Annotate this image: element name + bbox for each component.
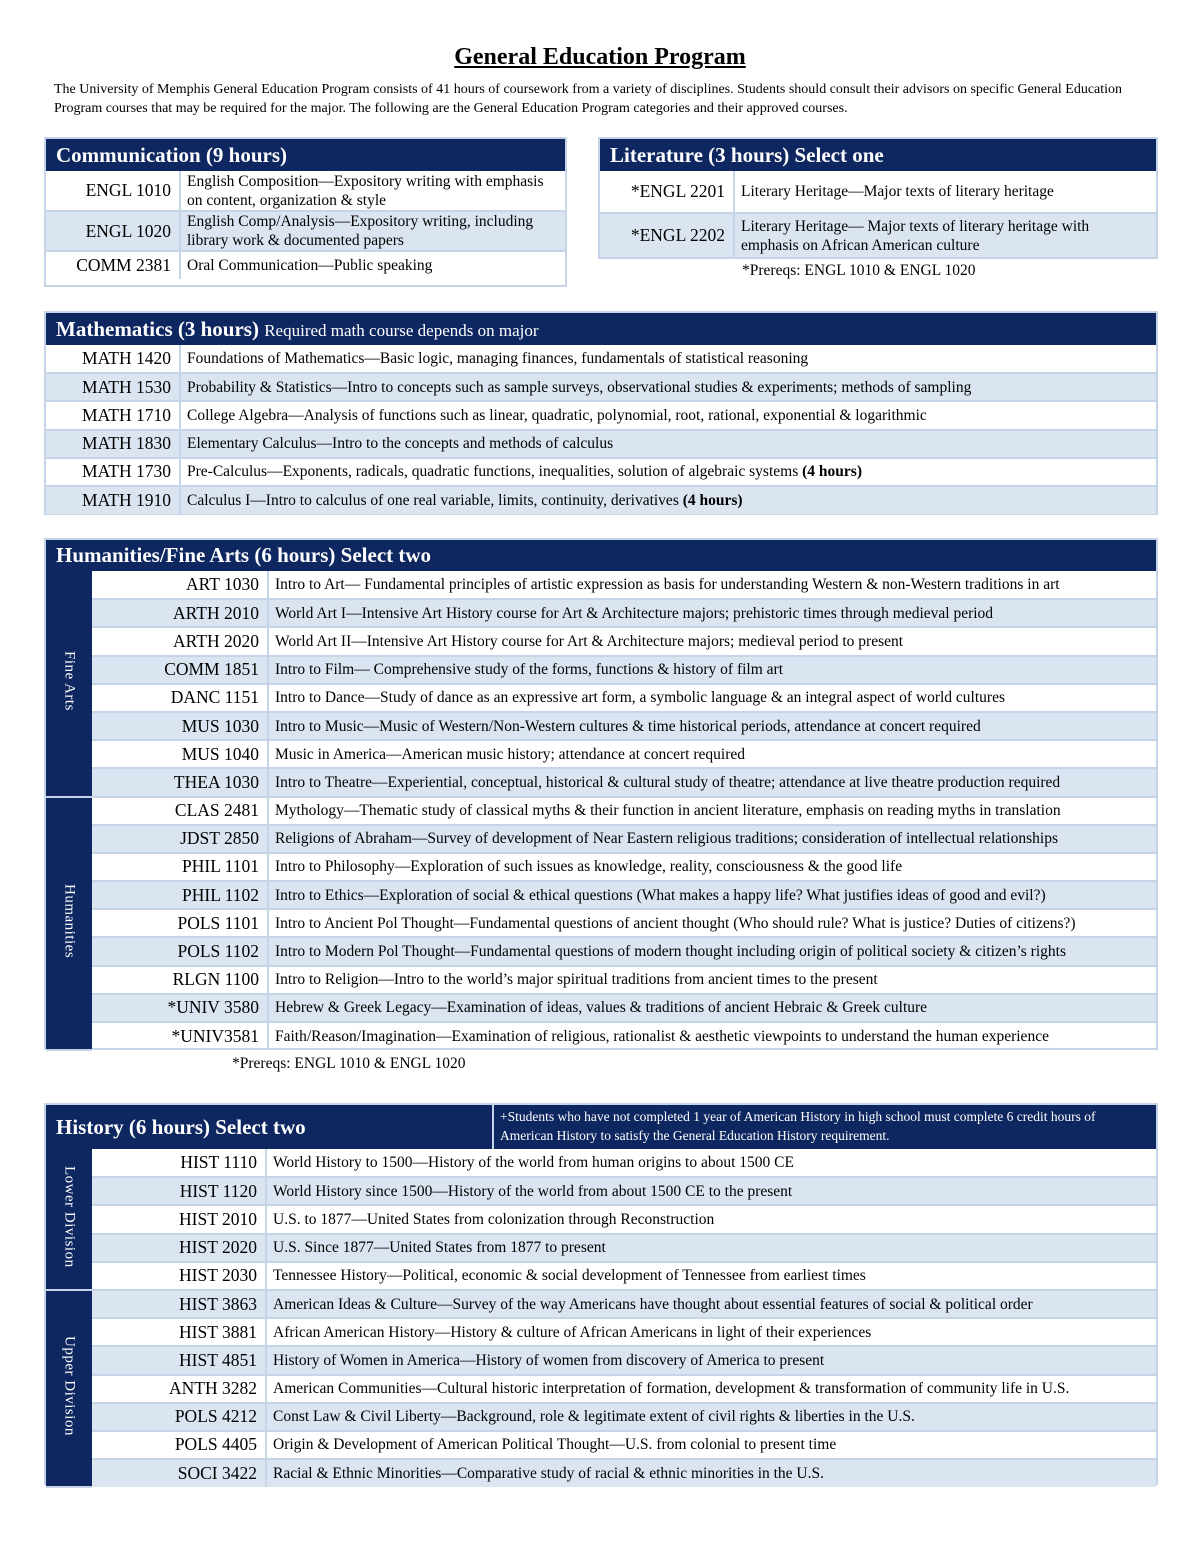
course-description <box>268 909 1156 937</box>
course-description <box>268 627 1156 655</box>
table-row <box>46 1375 1156 1403</box>
course-code: POLS 4212 <box>92 1403 266 1431</box>
mathematics-header-subtitle: Required math course depends on major <box>264 321 539 340</box>
course-description <box>180 373 1156 401</box>
page-title: General Education Program <box>454 44 746 70</box>
course-description-text: U.S. to 1877—United States from colonization through Reconstruction <box>273 1210 715 1228</box>
course-code: *UNIV3581 <box>92 1022 268 1050</box>
course-description <box>180 458 1156 486</box>
course-description-text: Intro to Film— Comprehensive study of the forms, functions & history of film art <box>275 661 783 679</box>
course-description-text: Pre-Calculus—Exponents, radicals, quadratic functions, inequalities, solution of algebraic systems <box>187 463 803 481</box>
course-code: MATH 1530 <box>46 373 180 401</box>
history-header-row <box>46 1105 1156 1149</box>
course-code: PHIL 1101 <box>92 853 268 881</box>
course-description <box>268 966 1156 994</box>
table-row <box>46 712 1156 740</box>
course-description <box>268 571 1156 599</box>
table-row <box>46 825 1156 853</box>
course-code: MATH 1710 <box>46 401 180 429</box>
course-description-text: Intro to Art— Fundamental principles of artistic expression as basis for understanding Western & non-Western traditions in art <box>275 576 1060 594</box>
course-description <box>268 599 1156 627</box>
course-description-text: College Algebra—Analysis of functions such as linear, quadratic, polynomial, root, rational, exponential & logarithmic <box>187 406 927 424</box>
literature-header: Literature (3 hours) Select one <box>600 139 1156 171</box>
course-description <box>180 211 565 251</box>
course-description-text: Literary Heritage—Major texts of literary heritage <box>741 183 1054 200</box>
course-description-text: Origin & Development of American Political Thought—U.S. from colonial to present time <box>273 1436 837 1454</box>
course-description-text: Intro to Modern Pol Thought—Fundamental questions of modern thought including origin of political society & citizen’s rights <box>275 943 1066 961</box>
literature-table <box>600 171 1156 257</box>
course-description <box>734 171 1156 213</box>
table-row <box>600 171 1156 213</box>
table-row <box>46 1205 1156 1233</box>
course-description <box>266 1205 1156 1233</box>
credit-hours-note: (4 hours) <box>802 463 862 481</box>
table-row <box>46 740 1156 768</box>
course-description-text: Intro to Dance—Study of dance as an expressive art form, a symbolic language & an integral aspect of world cultures <box>275 689 1005 707</box>
course-description <box>268 1022 1156 1050</box>
course-code: POLS 4405 <box>92 1431 266 1459</box>
course-description-text: American Ideas & Culture—Survey of the way Americans have thought about essential features of social & political order <box>273 1295 1033 1313</box>
group-label-text: Fine Arts <box>61 650 78 711</box>
course-code: MUS 1040 <box>92 740 268 768</box>
course-description <box>268 994 1156 1022</box>
course-code: POLS 1102 <box>92 937 268 965</box>
course-description-text: Intro to Ancient Pol Thought—Fundamental questions of ancient thought (Who should rule? What is justice? Duties of citizens?) <box>275 914 1076 932</box>
history-section <box>44 1103 1158 1485</box>
course-description <box>734 213 1156 257</box>
course-description <box>180 401 1156 429</box>
course-code: MATH 1730 <box>46 458 180 486</box>
course-code: MUS 1030 <box>92 712 268 740</box>
table-row <box>46 1346 1156 1374</box>
course-code: HIST 2030 <box>92 1262 266 1290</box>
course-description <box>180 486 1156 514</box>
table-row <box>46 797 1156 825</box>
table-row <box>46 627 1156 655</box>
course-description-text: History of Women in America—History of women from discovery of America to present <box>273 1351 825 1369</box>
course-description-text: World Art II—Intensive Art History course for Art & Architecture majors; medieval period to present <box>275 632 904 650</box>
table-row <box>46 1318 1156 1346</box>
group-label <box>46 1149 92 1290</box>
table-row <box>46 571 1156 599</box>
group-label-text: Upper Division <box>61 1336 78 1437</box>
literature-section <box>598 137 1158 259</box>
course-code: THEA 1030 <box>92 768 268 796</box>
course-code: ARTH 2010 <box>92 599 268 627</box>
course-code: MATH 1910 <box>46 486 180 514</box>
course-description-text: Literary Heritage— Major texts of literary heritage with emphasis on African American culture <box>741 217 1090 254</box>
course-description-text: Intro to Theatre—Experiential, conceptual, historical & cultural study of theatre; attendance at live theatre production required <box>275 773 1061 791</box>
humanities-header: Humanities/Fine Arts (6 hours) Select two <box>46 540 1156 571</box>
course-code: MATH 1830 <box>46 430 180 458</box>
table-row <box>46 881 1156 909</box>
table-row <box>46 373 1156 401</box>
course-code: ARTH 2020 <box>92 627 268 655</box>
table-row <box>46 1262 1156 1290</box>
credit-hours-note: (4 hours) <box>682 492 743 510</box>
course-description <box>268 937 1156 965</box>
course-code: DANC 1151 <box>92 684 268 712</box>
course-code: COMM 2381 <box>46 251 180 279</box>
course-code: SOCI 3422 <box>92 1459 266 1487</box>
history-header: History (6 hours) Select two <box>46 1105 492 1149</box>
table-row <box>46 937 1156 965</box>
communication-table <box>46 171 565 279</box>
history-header-note: +Students who have not completed 1 year of American History in high school must complete 6 credit hours of American History to satisfy the General Education History requirement. <box>492 1105 1156 1149</box>
table-row <box>46 599 1156 627</box>
table-row <box>46 966 1156 994</box>
table-row <box>46 458 1156 486</box>
course-description-text: Religions of Abraham—Survey of development of Near Eastern religious traditions; consideration of intellectual relationships <box>275 830 1058 848</box>
course-description-text: Faith/Reason/Imagination—Examination of religious, rationalist & aesthetic viewpoints to understand the human experience <box>275 1028 1049 1046</box>
course-description <box>266 1318 1156 1346</box>
course-description <box>268 656 1156 684</box>
course-description-text: Mythology—Thematic study of classical myths & their function in ancient literature, emphasis on reading myths in translation <box>275 802 1061 820</box>
intro-paragraph: The University of Memphis General Education Program consists of 41 hours of coursework from a variety of disciplines. Students should consult their advisors on specific General Education Program courses that may be required for the major. The following are the General Education Program categories and their approved courses. <box>54 82 1123 116</box>
course-code: PHIL 1102 <box>92 881 268 909</box>
course-description <box>180 430 1156 458</box>
course-code: HIST 1110 <box>92 1149 266 1177</box>
table-row <box>46 401 1156 429</box>
history-table <box>46 1149 1156 1488</box>
table-row <box>46 486 1156 514</box>
table-row <box>46 1177 1156 1205</box>
table-row <box>46 1022 1156 1050</box>
course-description <box>268 881 1156 909</box>
course-description-text: African American History—History & culture of African Americans in light of their experiences <box>273 1323 872 1341</box>
course-description <box>268 768 1156 796</box>
group-label-text: Humanities <box>61 883 78 958</box>
communication-section <box>44 137 567 287</box>
course-code: ART 1030 <box>92 571 268 599</box>
course-description <box>268 825 1156 853</box>
mathematics-header-title: Mathematics (3 hours) <box>56 317 259 341</box>
course-description-text: Foundations of Mathematics—Basic logic, managing finances, fundamentals of statistical reasoning <box>187 350 809 368</box>
table-row <box>46 656 1156 684</box>
course-code: MATH 1420 <box>46 345 180 373</box>
course-description-text: Elementary Calculus—Intro to the concepts and methods of calculus <box>187 435 614 453</box>
course-description <box>180 251 565 279</box>
course-description <box>268 853 1156 881</box>
course-description <box>266 1149 1156 1177</box>
course-description <box>266 1459 1156 1487</box>
table-row <box>46 684 1156 712</box>
course-description <box>180 345 1156 373</box>
table-row <box>46 1290 1156 1318</box>
humanities-section <box>44 538 1158 1050</box>
course-description-text: World History to 1500—History of the world from human origins to about 1500 CE <box>273 1154 794 1172</box>
course-description-text: Intro to Religion—Intro to the world’s major spiritual traditions from ancient times to the present <box>275 971 878 989</box>
course-description <box>266 1177 1156 1205</box>
group-label <box>46 797 92 1051</box>
course-description <box>266 1346 1156 1374</box>
course-code: *ENGL 2202 <box>600 213 734 257</box>
course-description-text: Music in America—American music history; attendance at concert required <box>275 745 745 763</box>
course-description-text: U.S. Since 1877—United States from 1877 to present <box>273 1239 606 1257</box>
table-row <box>46 1403 1156 1431</box>
course-description-text: Hebrew & Greek Legacy—Examination of ideas, values & traditions of ancient Hebraic & Greek culture <box>275 999 928 1017</box>
course-description-text: Racial & Ethnic Minorities—Comparative study of racial & ethnic minorities in the U.S. <box>273 1465 824 1483</box>
course-code: COMM 1851 <box>92 656 268 684</box>
course-description <box>266 1375 1156 1403</box>
course-description <box>268 740 1156 768</box>
literature-prereq-note: *Prereqs: ENGL 1010 & ENGL 1020 <box>742 262 976 279</box>
group-label <box>46 571 92 797</box>
mathematics-section <box>44 311 1158 515</box>
course-description <box>268 684 1156 712</box>
table-row <box>46 768 1156 796</box>
course-description-text: English Composition—Expository writing with emphasis on content, organization & style <box>187 172 544 209</box>
course-description-text: Const Law & Civil Liberty—Background, role & legitimate extent of civil rights & liberties in the U.S. <box>273 1408 915 1426</box>
table-row <box>46 994 1156 1022</box>
course-description-text: Intro to Ethics—Exploration of social & ethical questions (What makes a happy life? What justifies ideas of good and evil?) <box>275 886 1046 904</box>
course-code: HIST 2020 <box>92 1234 266 1262</box>
table-row <box>46 853 1156 881</box>
course-description <box>180 171 565 211</box>
course-description <box>266 1403 1156 1431</box>
group-label <box>46 1290 92 1487</box>
course-code: JDST 2850 <box>92 825 268 853</box>
course-description <box>266 1290 1156 1318</box>
course-description-text: World Art I—Intensive Art History course for Art & Architecture majors; prehistoric times through medieval period <box>275 604 994 622</box>
course-code: HIST 3863 <box>92 1290 266 1318</box>
course-code: *UNIV 3580 <box>92 994 268 1022</box>
table-row <box>46 171 565 211</box>
table-row <box>46 211 565 251</box>
course-code: HIST 1120 <box>92 1177 266 1205</box>
course-description <box>266 1262 1156 1290</box>
table-row <box>46 251 565 279</box>
course-description <box>268 712 1156 740</box>
course-code: CLAS 2481 <box>92 797 268 825</box>
humanities-table <box>46 571 1156 1051</box>
table-row <box>46 909 1156 937</box>
table-row <box>46 1459 1156 1487</box>
course-description-text: English Comp/Analysis—Expository writing, including library work & documented papers <box>187 213 534 249</box>
course-code: ENGL 1010 <box>46 171 180 211</box>
table-row <box>46 1149 1156 1177</box>
humanities-prereq-note: *Prereqs: ENGL 1010 & ENGL 1020 <box>232 1055 466 1072</box>
table-row <box>46 1431 1156 1459</box>
mathematics-table <box>46 345 1156 514</box>
table-row <box>46 345 1156 373</box>
course-description <box>268 797 1156 825</box>
table-row <box>46 1234 1156 1262</box>
group-label-text: Lower Division <box>61 1165 78 1268</box>
course-description-text: Probability & Statistics—Intro to concepts such as sample surveys, observational studies & experiments; methods of sampling <box>187 378 972 396</box>
course-description-text: Calculus I—Intro to calculus of one real variable, limits, continuity, derivatives <box>187 492 683 510</box>
course-code: POLS 1101 <box>92 909 268 937</box>
course-description-text: Tennessee History—Political, economic & social development of Tennessee from earliest times <box>273 1267 866 1285</box>
course-description <box>266 1431 1156 1459</box>
table-row <box>46 430 1156 458</box>
course-code: RLGN 1100 <box>92 966 268 994</box>
communication-header: Communication (9 hours) <box>46 139 565 171</box>
course-description-text: Intro to Music—Music of Western/Non-Western cultures & time historical periods, attendance at concert required <box>275 717 981 735</box>
course-description-text: Oral Communication—Public speaking <box>187 257 433 274</box>
course-description-text: American Communities—Cultural historic interpretation of formation, development & transformation of community life in U.S. <box>273 1380 1070 1398</box>
table-row <box>600 213 1156 257</box>
course-code: ENGL 1020 <box>46 211 180 251</box>
course-description-text: Intro to Philosophy—Exploration of such issues as knowledge, reality, consciousness & the good life <box>275 858 903 876</box>
course-code: HIST 3881 <box>92 1318 266 1346</box>
mathematics-header <box>46 313 1156 345</box>
course-description-text: World History since 1500—History of the world from about 1500 CE to the present <box>273 1182 793 1200</box>
course-code: HIST 2010 <box>92 1205 266 1233</box>
course-code: *ENGL 2201 <box>600 171 734 213</box>
course-description <box>266 1234 1156 1262</box>
course-code: HIST 4851 <box>92 1346 266 1374</box>
course-code: ANTH 3282 <box>92 1375 266 1403</box>
